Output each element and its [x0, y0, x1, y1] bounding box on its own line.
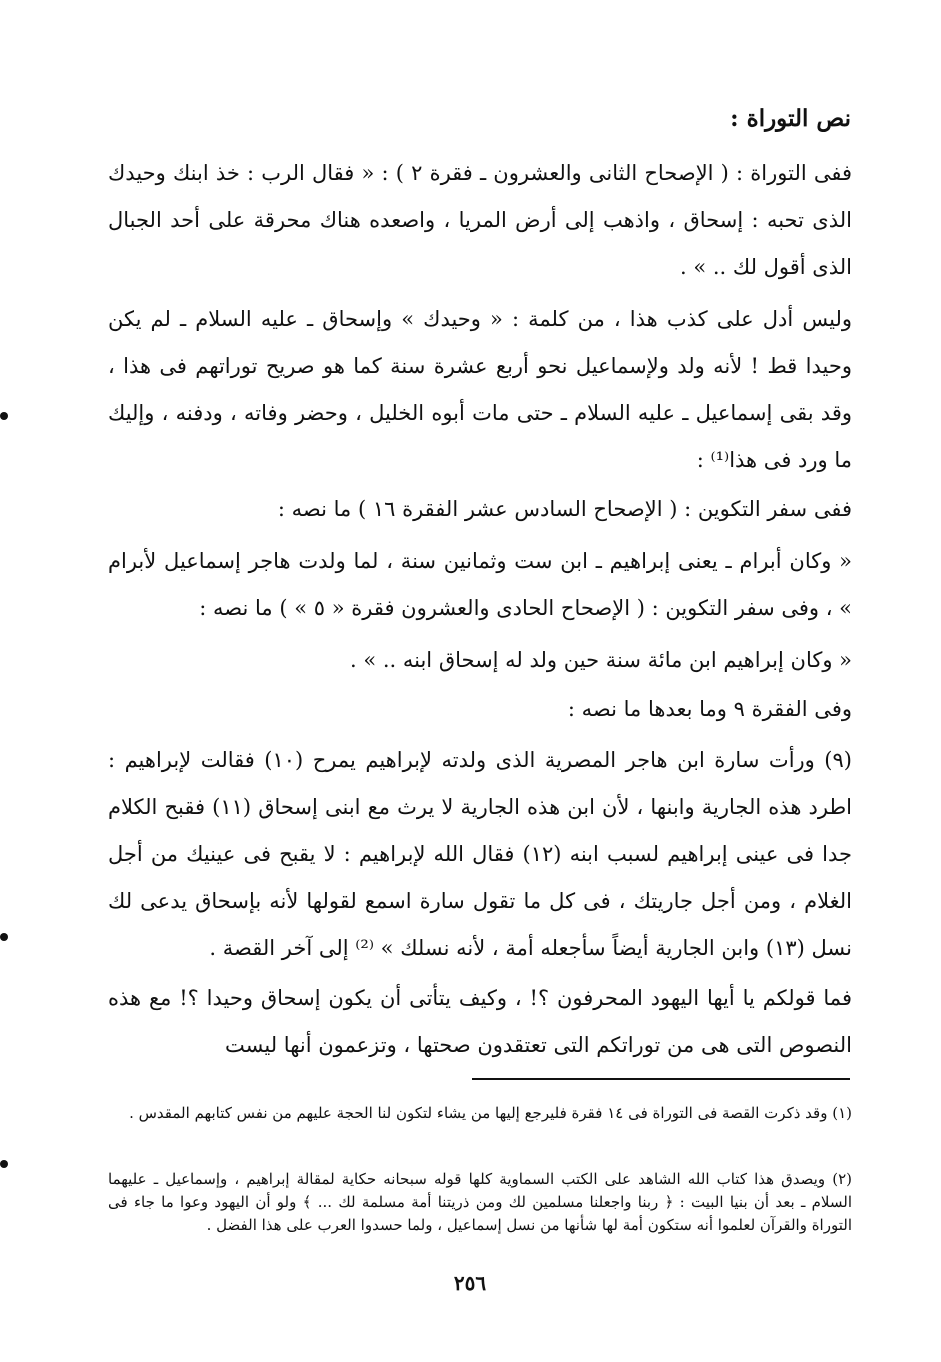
margin-dot-mark — [0, 1160, 8, 1168]
paragraph-torah-quote: ففى التوراة : ( الإصحاح الثانى والعشرون ـ فقرة ٢ ) : « فقال الرب : خذ ابنك وحيدك الذى تحبه : إسحاق ، واذهب إلى أرض المريا ، واصعده هناك محرقة على أحد الجبال الذى أقول لك .. » . — [108, 161, 853, 279]
margin-dot-mark — [0, 933, 8, 941]
paragraph-argument: وليس أدل على كذب هذا ، من كلمة : « وحيدك » وإسحاق ـ عليه السلام ـ لم يكن وحيدا قط ! لأنه ولد ولإسماعيل نحو أربع عشرة سنة كما هو صريح توراتهم فى هذا ، وقد بقى إسماعيل ـ عليه السلام ـ حتى مات أبوه الخليل ، وحضر وفاته ، ودفنه ، وإليك ما ورد فى هذا⁽¹⁾ : — [108, 307, 852, 472]
footnote-1: (١) وقد ذكرت القصة فى التوراة فى ١٤ فقرة فليرجع إليها من يشاء لتكون لنا الحجة عليهم من نفس كتابهم المقدس . — [129, 1104, 852, 1122]
paragraph-question: فما قولكم يا أيها اليهود المحرفون ؟! ، وكيف يتأتى أن يكون إسحاق وحيدا ؟! مع هذه النصوص التى هى من توراتكم التى تعتقدون صحتها ، وتزعمون أنها ليست — [108, 986, 852, 1057]
footnote-2: (٢) ويصدق هذا كتاب الله الشاهد على الكتب السماوية كلها قوله سبحانه حكاية لمقالة إبراهيم ، وإسماعيل ـ عليهما السلام ـ بعد أن بنيا البيت : ﴿ ربنا واجعلنا مسلمين لك ومن ذريتنا أمة مسلمة لك ... ﴾ ولو أن اليهود وعوا ما جاء فى التوراة والقرآن لعلموا أنه ستكون أمة لها شأنها من نسل إسماعيل ، ولما حسدوا العرب على هذا الفضل . — [108, 1170, 852, 1234]
margin-dot-mark — [0, 412, 8, 420]
section-heading: نص التوراة : — [730, 105, 851, 132]
paragraph-verse-9-intro: وفى الفقرة ٩ وما بعدها ما نصه : — [567, 697, 852, 721]
paragraph-abram-quote: « وكان أبرام ـ يعنى إبراهيم ـ ابن ست وثمانين سنة ، لما ولدت هاجر إسماعيل لأبرام » ، وفى سفر التكوين : ( الإصحاح الحادى والعشرون فقرة « ٥ » ) ما نصه : — [108, 549, 852, 620]
paragraph-verses-9-13: (٩) ورأت سارة ابن هاجر المصرية الذى ولدته لإبراهيم يمرح (١٠) فقالت لإبراهيم : اطرد هذه الجارية وابنها ، لأن ابن هذه الجارية لا يرث مع ابنى إسحاق (١١) فقبح الكلام جدا فى عينى إبراهيم لسبب ابنه (١٢) فقال الله لإبراهيم : لا يقبح فى عينيك من أجل الغلام ، ومن أجل جاريتك ، فى كل ما تقول سارة اسمع لقولها لأنه بإسحاق يدعى لك نسل (١٣) وابن الجارية أيضاً سأجعله أمة ، لأنه نسلك » ⁽²⁾ إلى آخر القصة . — [108, 748, 852, 960]
paragraph-abraham-quote: « وكان إبراهيم ابن مائة سنة حين ولد له إسحاق ابنه .. » . — [349, 648, 852, 672]
footnote-divider — [472, 1078, 850, 1080]
paragraph-genesis-16: ففى سفر التكوين : ( الإصحاح السادس عشر الفقرة ١٦ ) ما نصه : — [277, 497, 852, 521]
page-number: ٢٥٦ — [453, 1271, 487, 1295]
